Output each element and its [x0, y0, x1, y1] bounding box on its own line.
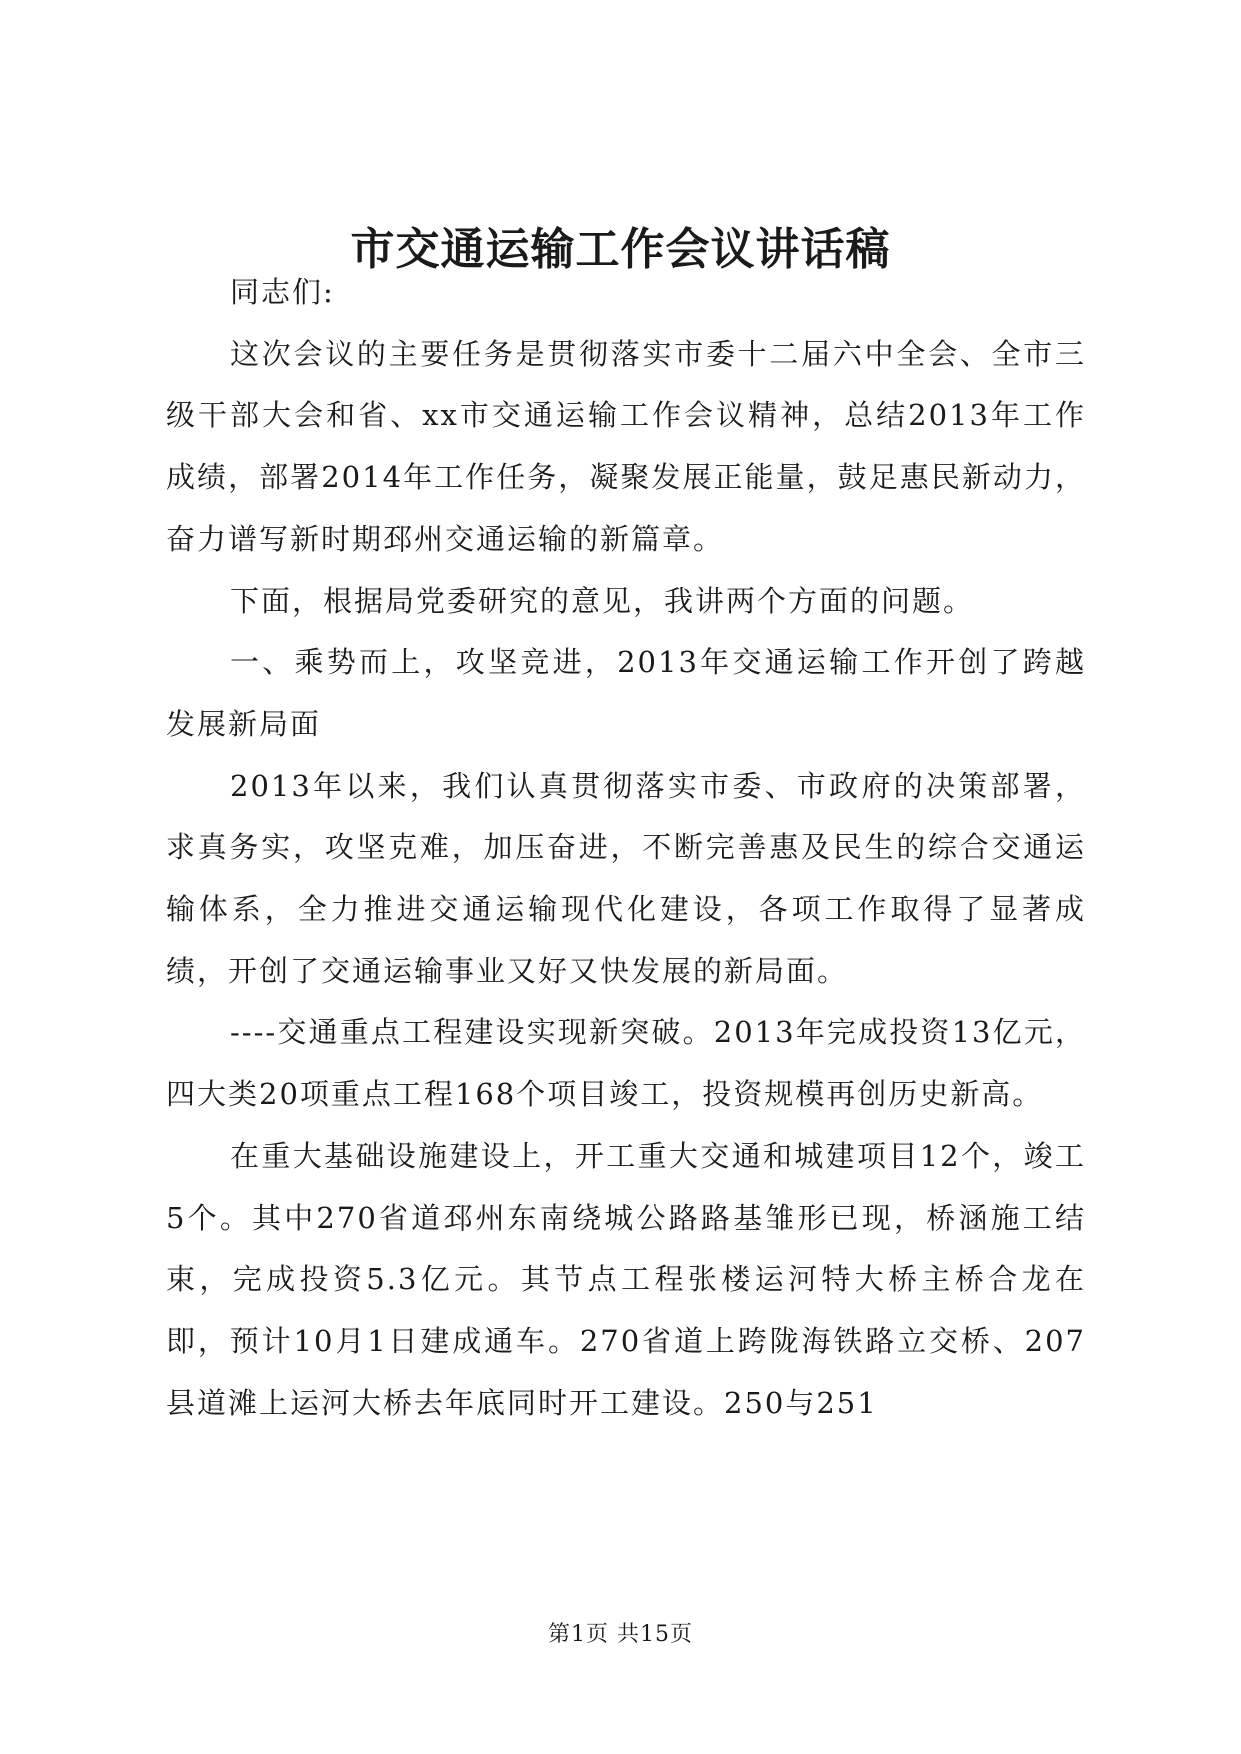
key-projects-paragraph: ----交通重点工程建设实现新突破。2013年完成投资13亿元，四大类20项重点工程168个项目竣工，投资规模再创历史新高。: [166, 1015, 1086, 1112]
document-title: 市交通运输工作会议讲话稿: [350, 224, 891, 275]
infrastructure-paragraph: 在重大基础设施建设上，开工重大交通和城建项目12个，竣工5个。其中270省道邳州东南绕城公路路基雏形已现，桥涵施工结束，完成投资5.3亿元。其节点工程张楼运河特大桥主桥合龙在即，预计10月1日建成通车。270省道上跨陇海铁路立交桥、207县道滩上运河大桥去年底同时开工建设。250与251: [166, 1138, 1086, 1420]
salutation-paragraph: 同志们:: [230, 275, 335, 309]
meeting-purpose-paragraph: 这次会议的主要任务是贯彻落实市委十二届六中全会、全市三级干部大会和省、xx市交通运输工作会议精神，总结2013年工作成绩，部署2014年工作任务，凝聚发展正能量，鼓足惠民新动力，奋力谱写新时期邳州交通运输的新篇章。: [166, 336, 1086, 556]
summary-paragraph: 2013年以来，我们认真贯彻落实市委、市政府的决策部署，求真务实，攻坚克难，加压奋进，不断完善惠及民生的综合交通运输体系，全力推进交通运输现代化建设，各项工作取得了显著成绩，开创了交通运输事业又好又快发展的新局面。: [166, 768, 1086, 988]
section-heading-1: 一、乘势而上，攻坚竞进，2013年交通运输工作开创了跨越发展新局面: [166, 645, 1086, 741]
page-footer: 第1页 共15页: [548, 1622, 693, 1647]
document-body: [166, 262, 1086, 1434]
intro-paragraph: 下面，根据局党委研究的意见，我讲两个方面的问题。: [230, 583, 975, 618]
